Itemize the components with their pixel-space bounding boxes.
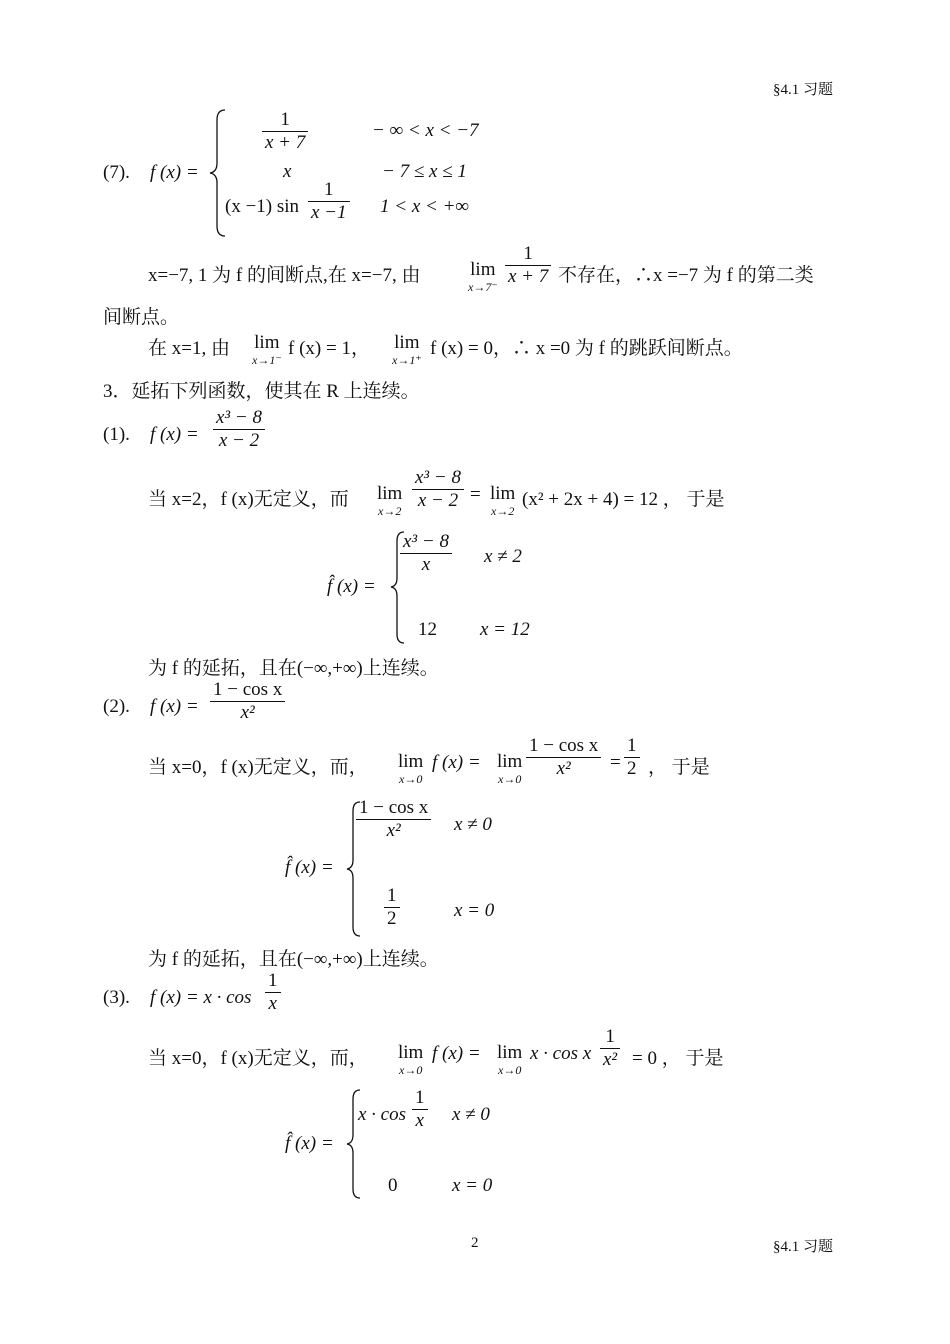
q3-case2-val: 0 — [388, 1175, 398, 1196]
p7-text2-lim1: lim x→1⁻ — [252, 332, 282, 367]
p7-case1-cond: − ∞ < x < −7 — [372, 120, 479, 141]
p7-label: (7). — [103, 162, 130, 183]
q1-eq: = — [470, 484, 481, 505]
q3-case2-cond: x = 0 — [452, 1175, 493, 1196]
header-section: §4.1 习题 — [773, 82, 834, 98]
q2-eq: = — [610, 752, 621, 773]
q2-mid: f (x) = — [432, 752, 481, 773]
footer-section: §4.1 习题 — [773, 1239, 834, 1255]
q1-conclusion: 为 f 的延拓，且在(−∞,+∞)上连续。 — [148, 658, 439, 679]
q2-lim2: lim x→0 — [497, 751, 523, 786]
q2-lim1: lim x→0 — [398, 751, 424, 786]
q1-case2-val: 12 — [418, 619, 437, 640]
q3-case1-pre: x · cos — [358, 1104, 407, 1125]
q2-label: (2). — [103, 696, 130, 717]
q2-when-a: 当 x=0，f (x)无定义，而， — [148, 757, 368, 778]
q3-case1-cond: x ≠ 0 — [452, 1104, 490, 1125]
q3-mid: f (x) = — [432, 1043, 481, 1064]
p7-text2-c: f (x) = 0，∴ x =0 为 f 的跳跃间断点。 — [430, 338, 743, 359]
p7-fx: f (x) = — [150, 162, 199, 183]
q1-case2-cond: x = 12 — [480, 619, 530, 640]
p7-case2-cond: − 7 ≤ x ≤ 1 — [382, 161, 467, 182]
p7-text1-b: 不存在，∴x =−7 为 f 的第二类 — [558, 265, 814, 286]
p7-text2-a: 在 x=1, 由 — [148, 338, 230, 359]
q1-when-a: 当 x=2，f (x)无定义，而 — [148, 489, 349, 510]
q1-lim-fraction: $\frac{\text{x³ − 8}}{x - 2}$ — [412, 468, 464, 511]
q3-lim2: lim x→0 — [497, 1042, 523, 1077]
q3-hat: f̂ (x) = — [285, 1133, 334, 1154]
q2-lim-fraction: $\frac{\text{1 − cos x}}{\text{x²}}$ — [526, 736, 601, 779]
q3-mid2: x · cos x — [530, 1043, 592, 1064]
q2-case2-fraction: $\frac{1}{2}$ — [384, 886, 400, 929]
q1-case1-fraction: $\frac{\text{x³ − 8}}{x}$ — [400, 532, 452, 575]
q1-fx: f (x) = — [150, 424, 199, 445]
q1-lim1: lim x→2 — [377, 483, 403, 518]
q1-case1-cond: x ≠ 2 — [484, 546, 522, 567]
p7-text1-c: 间断点。 — [103, 307, 180, 328]
p7-case3-fraction: $\frac{1}{x -1}$ — [308, 180, 350, 223]
p7-text2-b: f (x) = 1， — [288, 338, 370, 359]
q1-hat: f̂ (x) = — [327, 576, 376, 597]
q2-hat: f̂ (x) = — [285, 857, 334, 878]
q3-fx: f (x) = x · cos — [150, 987, 252, 1008]
q1-when-b: (x² + 2x + 4) = 12 ， 于是 — [522, 489, 725, 510]
q1-lim2: lim x→2 — [490, 483, 516, 518]
page-number: 2 — [471, 1235, 479, 1251]
section3-title: 3．延拓下列函数，使其在 R 上连续。 — [103, 381, 420, 402]
q3-lim1: lim x→0 — [398, 1042, 424, 1077]
p7-case2-expr: x — [283, 161, 292, 182]
q2-case1-cond: x ≠ 0 — [454, 814, 492, 835]
q3-lim-fraction: $\frac{1}{\text{x²}}$ — [600, 1027, 620, 1070]
q3-when-b: = 0 ， 于是 — [632, 1048, 724, 1069]
q3-fraction: $\frac{1}{x}$ — [265, 971, 281, 1014]
q2-half-fraction: $\frac{1}{2}$ — [624, 736, 640, 779]
q2-fraction: $\frac{\text{1 − cos x}}{\text{x²}}$ — [210, 680, 285, 723]
q3-case1-fraction: $\frac{1}{x}$ — [412, 1088, 428, 1131]
q3-when-a: 当 x=0，f (x)无定义，而， — [148, 1048, 368, 1069]
q2-case2-cond: x = 0 — [454, 900, 495, 921]
p7-text2-lim2: lim x→1⁺ — [392, 332, 422, 367]
q1-fraction: $\frac{\text{x³ − 8}}{x - 2}$ — [213, 408, 265, 451]
q1-label: (1). — [103, 424, 130, 445]
p7-brace — [207, 108, 229, 238]
p7-text1-lim: lim x→7⁻ — [468, 259, 498, 294]
q2-when-b: ， 于是 — [648, 757, 710, 778]
q2-conclusion: 为 f 的延拓，且在(−∞,+∞)上连续。 — [148, 949, 439, 970]
q2-fx: f (x) = — [150, 696, 199, 717]
p7-case3-cond: 1 < x < +∞ — [380, 196, 469, 217]
p7-case3-pre: (x −1) sin — [225, 196, 300, 217]
q3-label: (3). — [103, 987, 130, 1008]
p7-text1-a: x=−7, 1 为 f 的间断点,在 x=−7, 由 — [148, 265, 421, 286]
q2-case1-fraction: $\frac{\text{1 − cos x}}{\text{x²}}$ — [356, 798, 431, 841]
p7-case1-fraction: $\frac{1}{x + 7}$ — [262, 110, 308, 153]
p7-text1-fraction: $\frac{1}{x + 7}$ — [505, 244, 551, 287]
